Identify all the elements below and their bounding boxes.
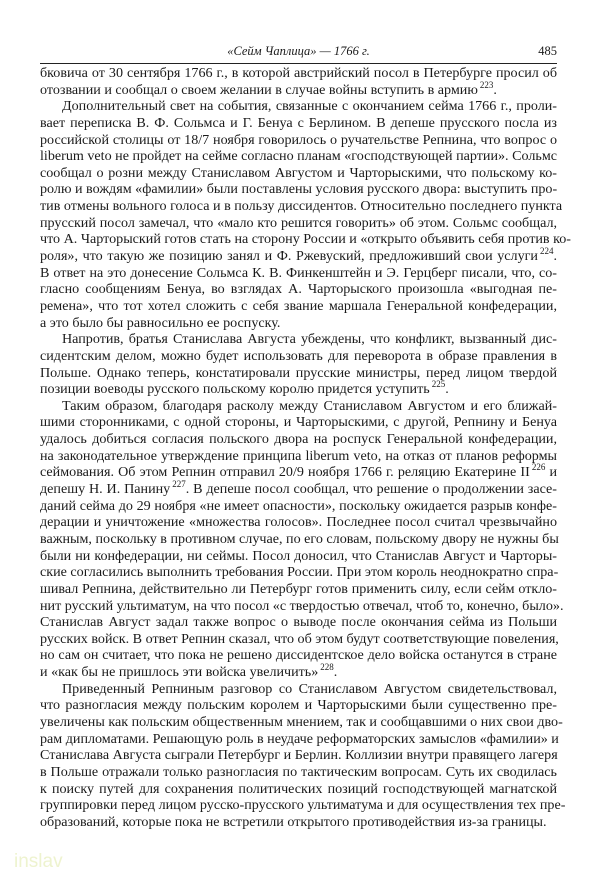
text-line (40, 548, 557, 565)
text-line (40, 448, 557, 465)
text-line (40, 265, 557, 282)
text-line (40, 597, 564, 615)
line-text: важным, поскольку в противном случае, по его словам, польскому двору не нужны бы (40, 530, 559, 547)
line-text: шивал Репнина, действительно ли Петербург готов применить силу, если сейм откло- (40, 580, 557, 597)
line-text: шими сторонниками, с одной стороны, и Чарторыскими, с другой, Репнину и Бенуа (40, 414, 557, 431)
line-text-tail: . В депеше посол сообщал, что решение о продолжении засе- (185, 481, 557, 498)
footnote-reference[interactable]: 225 (431, 379, 446, 390)
line-text: нит русский ультиматум, на что посол «с твердостью отвечал, чтоб то, конечно, было». (40, 597, 564, 614)
line-text: удалось добиться согласия польского двора на роспуск Генеральной конфедерации, (40, 431, 557, 448)
text-line (40, 348, 557, 365)
text-line (40, 132, 557, 149)
line-text: тив отмены вольного голоса и в пользу диссидентов. Относительно последнего пункта (40, 198, 563, 215)
line-text: сидентским делом, можно будет использовать для переворота в образе правления в (40, 347, 557, 364)
line-text: В ответ на это донесение Сольмса К. В. Финкенштейн и Э. Герцберг писали, что, со- (40, 264, 557, 281)
line-text: что разногласия между польским королем и Чарторыскими были существенно пре- (40, 697, 557, 714)
text-line (40, 731, 557, 748)
text-line (40, 564, 557, 581)
line-text: ролю и вождям «фамилии» были поставлены условия русского двора: выступить про- (40, 181, 558, 198)
text-line (40, 514, 557, 531)
line-text: на законодательное утверждение принципа liberum veto, на отказ от планов реформы (40, 447, 557, 464)
text-line (40, 431, 557, 448)
text-line (40, 814, 557, 831)
text-line (40, 414, 557, 431)
line-text-tail: и (545, 464, 557, 481)
line-text: прусский посол замечал, что «мало кто решится говорить» об этом. Сольмс сообщал, (40, 214, 557, 231)
line-text: позиции воеводы русского польскому королю придется уступить (40, 381, 430, 398)
text-line (40, 165, 557, 182)
line-text: ские согласились выполнить требования России. При этом король неоднократно спра- (40, 564, 559, 581)
running-title: «Сейм Чаплица» — 1766 г. (227, 44, 370, 58)
text-line (40, 464, 557, 481)
footnote-reference[interactable]: 224 (539, 246, 554, 257)
line-text: образований, которые пока не встретили открытого противодействия из-за границы. (40, 813, 547, 830)
line-text: Дополнительный свет на события, связанные с окончанием сейма 1766 г., проли- (62, 98, 557, 115)
line-text: ремена», что тот хотел сложить с себя звание маршала Генеральной конфедерации, (40, 297, 557, 314)
text-line (40, 614, 557, 631)
paragraph-first-line (40, 681, 557, 698)
text-line (40, 315, 557, 332)
line-text: роля», что такую же позицию занял и Ф. Ржевуский, предложивший свои услуги (40, 248, 538, 265)
line-text: увеличены как польским общественным мнением, так и сообщавшими о них свои дво- (40, 713, 563, 730)
line-text: сеймования. Об этом Репнин отправил 20/9 ноября 1766 г. реляцию Екатерине II (40, 464, 530, 481)
text-line (40, 79, 557, 99)
line-text: Напротив, братья Станислава Августа убеждены, что конфликт, вызванный дис- (62, 331, 557, 348)
line-text: гласно сообщениям Бенуа, во взглядах А. Чарторыского произошла «выгодная пе- (40, 281, 557, 298)
text-line (40, 281, 557, 298)
line-text: отозвании и сообщал о своем желании в случае войны вступить в армию (40, 81, 478, 98)
line-text: а это было бы равносильно ее роспуску. (40, 314, 281, 331)
text-line (40, 747, 557, 764)
line-text-tail: . (445, 381, 449, 398)
footnote-reference[interactable]: 227 (172, 479, 186, 490)
text-line (40, 498, 557, 515)
text-line (40, 531, 557, 548)
paragraph-first-line (40, 398, 557, 415)
text-line (40, 713, 563, 731)
line-text: русских войск. В ответ Репнин сказал, что об этом будут соответствующие повеления, (40, 630, 559, 647)
text-line (40, 581, 557, 598)
line-text: бковича от 30 сентября 1766 г., в которой австрийский посол в Петербурге просил об (40, 65, 557, 81)
line-text: Таким образом, благодаря расколу между Станиславом Августом и его ближай- (62, 397, 557, 414)
text-line (40, 647, 557, 664)
line-text: дерации и уничтожение «множества голосов». Последнее посол считал чрезвычайно (40, 514, 557, 531)
line-text: сообщал о розни между Станиславом Августом и Чарторыскими, что польскому ко- (40, 164, 557, 181)
watermark: inslav (14, 851, 63, 872)
line-text: группировки перед лицом русско-прусского ультиматума и для осуществления тех пре- (40, 797, 566, 814)
text-line (40, 298, 557, 315)
text-line (40, 381, 557, 398)
footnote-reference[interactable]: 228 (320, 662, 334, 673)
line-text: Станислава Августа сыграли Петербург и Берлин. Коллизии внутри правящего лагеря (40, 747, 558, 764)
line-text: даний сейма до 29 ноября «не имеет опасности», поскольку ожидается разрыв конфе- (40, 497, 557, 514)
paragraph-first-line (40, 98, 557, 115)
text-line (40, 764, 557, 781)
text-line (40, 365, 557, 382)
text-line (40, 231, 571, 248)
line-text-tail: . (493, 81, 497, 98)
footnote-reference[interactable]: 223 (479, 79, 494, 90)
text-line (40, 797, 566, 814)
text-line (40, 181, 557, 198)
line-text: Польше. Однако теперь, констатировали прусские министры, перед лицом твердой (40, 364, 557, 381)
line-text: и «как бы не пришлось эти войска увеличить» (40, 664, 319, 681)
line-text: российской столицы от 18/7 ноября говорилось о ручательстве Репнина, что вопрос о (40, 131, 557, 148)
line-text: вает переписка В. Ф. Сольмса и Г. Бенуа с Берлином. В депеше прусского посла из (40, 114, 557, 131)
text-line (40, 148, 557, 165)
line-text: в Польше отражали только разногласия по тактическим вопросам. Суть их сводилась (40, 763, 557, 780)
text-line (40, 697, 557, 714)
header-rule (40, 63, 557, 64)
line-text: но сам он считает, что пока не решено диссидентское дело войска останутся в стране (40, 647, 557, 664)
line-text: депешу Н. И. Панину (40, 481, 171, 498)
page-number: 485 (538, 44, 557, 58)
line-text-tail: . (553, 248, 557, 265)
text-line (40, 481, 557, 498)
line-text: были ни конфедерации, ни сеймы. Посол доносил, что Станислав Август и Чарторы- (40, 547, 557, 564)
text-line (40, 631, 557, 648)
text-line (40, 781, 557, 798)
footnote-reference[interactable]: 226 (531, 462, 546, 473)
line-text: Приведенный Репниным разговор со Станиславом Августом свидетельствовал, (62, 680, 557, 697)
text-line (40, 215, 557, 232)
paragraph-first-line (40, 331, 557, 348)
page-body-text (40, 65, 571, 830)
line-text: рам дипломатами. Решающую роль в неудаче реформаторских замыслов «фамилии» и (40, 730, 559, 747)
line-text: к поиску путей для сохранения политических позиций господствующей магнатской (40, 780, 557, 797)
line-text: liberum veto не пройдет на сейме согласно планам «господствующей партии». Сольмс (40, 148, 557, 165)
text-line (40, 248, 557, 265)
line-text: что А. Чарторыский готов стать на сторону России и «открыто объявить себя против ко- (40, 231, 571, 248)
text-line (40, 198, 563, 215)
text-line (40, 115, 557, 132)
text-line (40, 664, 557, 681)
line-text: Станислав Август задал также вопрос о выводе после окончания сейма из Польши (40, 614, 557, 631)
line-text-tail: . (333, 664, 338, 681)
page-header (40, 42, 557, 62)
